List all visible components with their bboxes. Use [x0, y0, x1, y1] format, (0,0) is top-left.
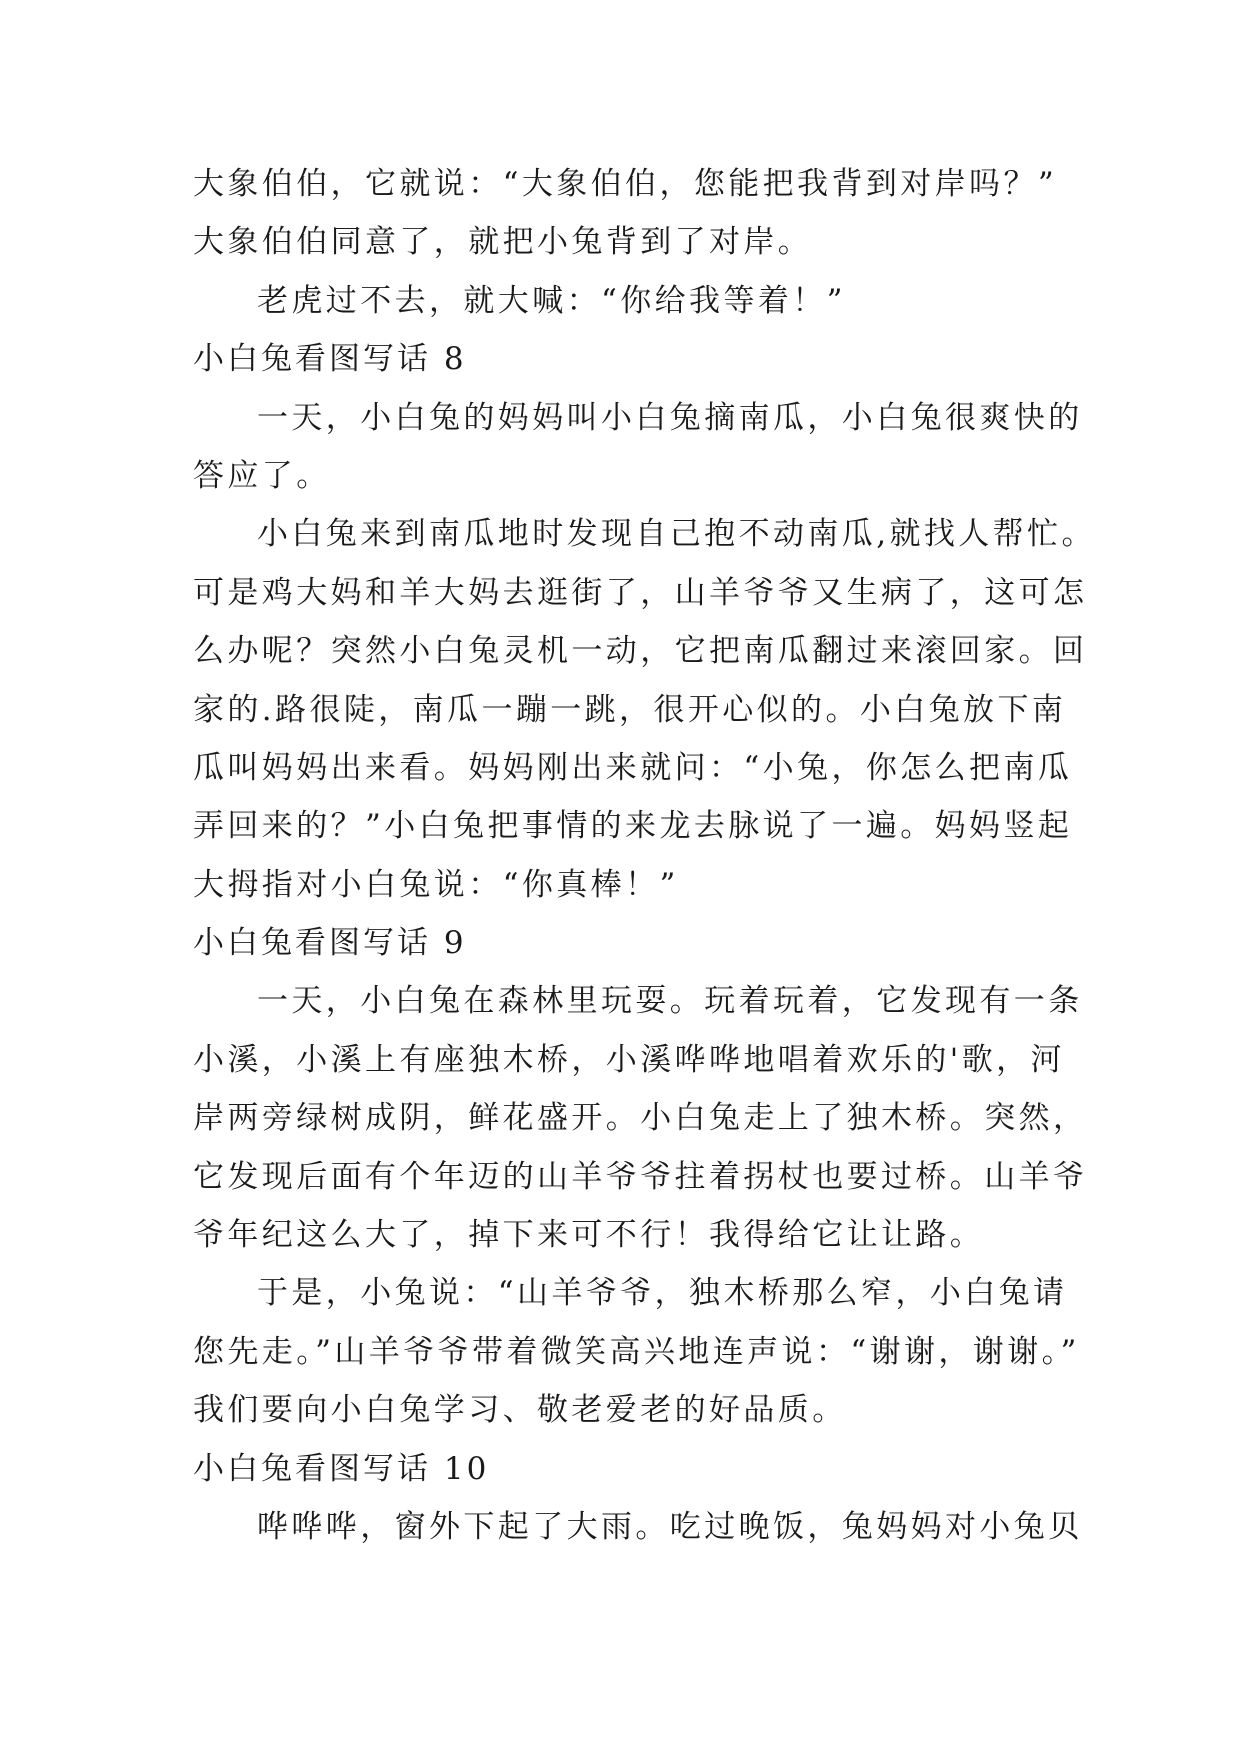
text-line: 瓜叫妈妈出来看。妈妈刚出来就问：“小兔，你怎么把南瓜: [193, 749, 1073, 786]
paragraph: [193, 505, 1096, 914]
text-line: 小溪，小溪上有座独木桥，小溪哗哗地唱着欢乐的'歌，河: [193, 1041, 1065, 1078]
text-line: 我们要向小白兔学习、敬老爱老的好品质。: [193, 1392, 847, 1429]
paragraph: [193, 272, 1053, 330]
heading-text: 小白兔看图写话 9: [193, 925, 467, 962]
section-heading: [193, 1440, 1053, 1498]
text-line: 小白兔来到南瓜地时发现自己抱不动南瓜,就找人帮忙。: [257, 516, 1096, 553]
text-line: 岸两旁绿树成阴，鲜花盛开。小白兔走上了独木桥。突然，: [193, 1100, 1088, 1137]
text-line: 您先走。”山羊爷爷带着微笑高兴地连声说：“谢谢，谢谢。”: [193, 1333, 1080, 1370]
document-body: [193, 155, 1096, 1556]
text-line: 家的.路很陡，南瓜一蹦一跳，很开心似的。小白兔放下南: [193, 691, 1067, 728]
text-line: 它发现后面有个年迈的山羊爷爷拄着拐杖也要过桥。山羊爷: [193, 1158, 1088, 1195]
text-line: 一天，小白兔在森林里玩耍。玩着玩着，它发现有一条: [257, 983, 1083, 1020]
text-line: 大象伯伯，它就说：“大象伯伯，您能把我背到对岸吗？”: [193, 166, 1058, 202]
paragraph: [193, 972, 1088, 1264]
heading-text: 小白兔看图写话 8: [193, 341, 467, 378]
section-heading: [193, 330, 1053, 388]
text-line: 于是，小兔说：“山羊爷爷，独木桥那么窄，小白兔请: [257, 1275, 1068, 1312]
text-line: 么办呢？突然小白兔灵机一动，它把南瓜翻过来滚回家。回: [193, 633, 1088, 670]
paragraph: [193, 1498, 1083, 1556]
paragraph: [193, 389, 1083, 506]
text-line: 哗哗哗，窗外下起了大雨。吃过晚饭，兔妈妈对小兔贝: [257, 1508, 1083, 1545]
text-line: 大象伯伯同意了，就把小兔背到了对岸。: [193, 224, 813, 261]
text-line: 老虎过不去，就大喊：“你给我等着！”: [257, 282, 846, 319]
text-line: 一天，小白兔的妈妈叫小白兔摘南瓜，小白兔很爽快的: [257, 399, 1083, 436]
text-line: 爷年纪这么大了，掉下来可不行！我得给它让让路。: [193, 1217, 985, 1254]
text-line: 可是鸡大妈和羊大妈去逛街了，山羊爷爷又生病了，这可怎: [193, 574, 1088, 611]
text-line: 弄回来的？”小白兔把事情的来龙去脉说了一遍。妈妈竖起: [193, 808, 1073, 845]
text-line: 大拇指对小白兔说：“你真棒！”: [193, 866, 679, 903]
section-heading: [193, 914, 1053, 972]
text-line: 答应了。: [193, 457, 331, 494]
heading-text: 小白兔看图写话 10: [193, 1450, 490, 1487]
paragraph: [193, 155, 1058, 272]
paragraph: [193, 1264, 1080, 1439]
